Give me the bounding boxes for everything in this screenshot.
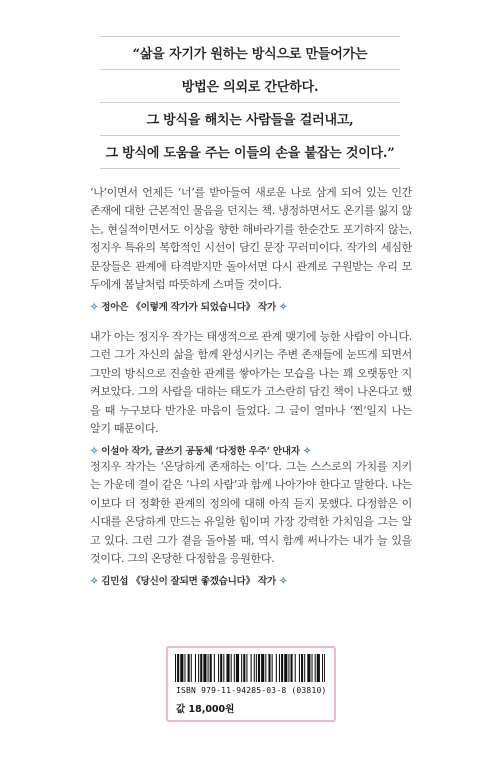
- quote-line: 그 방식을 해치는 사람들을 걸러내고,: [100, 103, 400, 136]
- sparkle-icon: ✧: [302, 446, 312, 458]
- review-3: [90, 458, 412, 587]
- review-attribution: [90, 573, 412, 587]
- sparkle-icon: ✧: [279, 302, 288, 314]
- review-text: 내가 아는 정지우 작가는 태생적으로 관계 맺기에 능한 사람이 아니다. 그런 그가 자신의 삶을 함께 완성시키는 주변 존재들에 눈뜨게 되면서 그만의 방식으로 진솔한 관계를 쌓아가는 모습을 나는 꽤 오랫동안 지켜보았다. 그의 사람을 대하는 태도가 고스란히 담긴 책이 나온다고 했을 때 누구보다 반가운 마음이 들었다. 그 글이 얼마나 ‘찐’일지 나는 알기 때문이다.: [90, 330, 412, 436]
- isbn-barcode-box: [166, 646, 336, 722]
- quote-line: “삶을 자기가 원하는 방식으로 만들어가는: [100, 36, 400, 70]
- price-label: 값 18,000원: [176, 704, 235, 715]
- attribution-text: 김민섭 《당신이 잘되면 좋겠습니다》 작가: [101, 576, 276, 588]
- quote-line: 방법은 의외로 간단하다.: [100, 70, 400, 103]
- isbn-number: ISBN 979-11-94285-03-8 (03810): [176, 686, 327, 695]
- review-attribution: [90, 443, 412, 457]
- quote-line: 그 방식에 도움을 주는 이들의 손을 붙잡는 것이다.”: [100, 136, 400, 169]
- pull-quote: [100, 36, 400, 169]
- review-2: [90, 328, 412, 457]
- attribution-text: 이설아 작가, 글쓰기 공동체 ‘다정한 우주’ 안내자: [101, 446, 300, 458]
- sparkle-icon: ✧: [90, 446, 99, 458]
- attribution-text: 정아은 《이렇게 작가가 되었습니다》 작가: [101, 302, 276, 314]
- sparkle-icon: ✧: [90, 302, 99, 314]
- review-1: [90, 184, 412, 313]
- review-text: 정지우 작가는 ‘온당하게 존재하는 이’다. 그는 스스로의 가치를 지키는 가운데 결이 같은 ‘나의 사람’과 함께 나아가야 한다고 말한다. 나는 이보다 더 정확한 관계의 정의에 대해 아직 듣지 못했다. 다정함은 이 시대를 온당하게 만드는 유일한 힘이며 가장 강력한 가치임을 그는 알고 있다. 그런 그가 곁을 돌아볼 때, 역시 함께 써나가는 내가 늘 있을 것이다. 그의 온당한 다정함을 응원한다.: [90, 460, 412, 566]
- review-text: ‘나’이면서 언제든 ‘너’를 받아들여 새로운 나로 삼게 되어 있는 인간 존재에 대한 근본적인 물음을 던지는 책. 냉정하면서도 온기를 잃지 않는, 현실적이면서도 이상을 향한 해바라기를 한순간도 포기하지 않는, 정지우 특유의 복합적인 시선이 담긴 문장 꾸러미이다. 작가의 세심한 문장들은 관계에 타격받지만 돌아서면 다시 관계로 구원받는 우리 모두에게 봄날처럼 따뜻하게 스며들 것이다.: [90, 186, 412, 292]
- sparkle-icon: ✧: [279, 576, 288, 588]
- barcode-icon: [175, 654, 325, 682]
- review-attribution: [90, 299, 412, 313]
- sparkle-icon: ✧: [90, 576, 99, 588]
